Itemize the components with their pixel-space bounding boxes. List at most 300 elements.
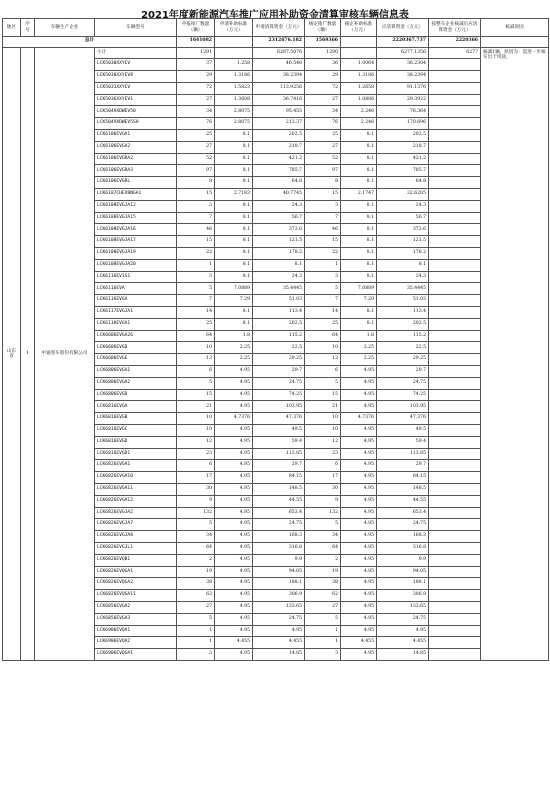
declared-count: 3 xyxy=(177,200,215,212)
declared-count: 14 xyxy=(177,307,215,319)
header-cell: 核定推广数量（辆） xyxy=(305,19,341,37)
vehicle-model: LCK6806EVGD xyxy=(95,389,177,401)
header-cell: 车辆型号 xyxy=(95,19,177,37)
declared-count: 27 xyxy=(177,141,215,153)
approved-count: 64 xyxy=(305,330,341,342)
settle-amount: 29.7 xyxy=(377,366,429,378)
settle-amount: 35.4445 xyxy=(377,283,429,295)
approved-standard: 4.95 xyxy=(341,472,377,484)
vehicle-model: LCK6826EVGJA7 xyxy=(95,519,177,531)
applied-standard: 4.95 xyxy=(215,578,253,590)
applied-standard: 8.1 xyxy=(215,130,253,142)
declared-count: 3 xyxy=(177,649,215,661)
approved-standard: 1.8 xyxy=(341,330,377,342)
settle-after-amount xyxy=(429,436,481,448)
approved-count: 34 xyxy=(305,531,341,543)
applied-amount: 8.1 xyxy=(253,259,305,271)
applied-amount: 36.7416 xyxy=(253,94,305,106)
applied-amount: 29.7 xyxy=(253,460,305,472)
vehicle-model: LCK6816EVGC xyxy=(95,425,177,437)
settle-amount: 170.696 xyxy=(377,118,429,130)
approved-count: 27 xyxy=(305,94,341,106)
header-cell: 申请补助标准（万元） xyxy=(215,19,253,37)
header-cell: 申报推广数量（辆） xyxy=(177,19,215,37)
applied-standard: 7.0889 xyxy=(215,283,253,295)
settle-amount: 38.2394 xyxy=(377,71,429,83)
applied-amount: 113.9256 xyxy=(253,82,305,94)
applied-amount: 372.6 xyxy=(253,224,305,236)
approved-count: 6 xyxy=(305,366,341,378)
applied-standard: 8.1 xyxy=(215,236,253,248)
settle-after-amount xyxy=(429,625,481,637)
settle-after-amount xyxy=(429,377,481,389)
approved-count: 5 xyxy=(305,613,341,625)
approved-count: 34 xyxy=(305,106,341,118)
declared-count: 5 xyxy=(177,377,215,389)
approved-standard: 2.1747 xyxy=(341,189,377,201)
vehicle-model: LCK5030XXYEV xyxy=(95,59,177,71)
approved-count: 8 xyxy=(305,177,341,189)
settle-amount: 24.75 xyxy=(377,377,429,389)
declared-count: 10 xyxy=(177,413,215,425)
applied-standard: 1.3186 xyxy=(215,71,253,83)
declared-count: 132 xyxy=(177,507,215,519)
settle-after-amount xyxy=(429,200,481,212)
vehicle-model: LCK6106EVGRA2 xyxy=(95,153,177,165)
settle-after-amount xyxy=(429,224,481,236)
approved-count: 25 xyxy=(305,318,341,330)
settle-after-amount xyxy=(429,637,481,649)
approved-count: 38 xyxy=(305,578,341,590)
vehicle-model: LCK6606EVGA26 xyxy=(95,330,177,342)
approved-standard: 4.95 xyxy=(341,436,377,448)
applied-amount: 188.1 xyxy=(253,578,305,590)
declared-count: 12 xyxy=(177,436,215,448)
approved-count: 62 xyxy=(305,590,341,602)
header-cell: 车辆生产企业 xyxy=(35,19,95,37)
settle-after-amount xyxy=(429,495,481,507)
declared-count: 72 xyxy=(177,82,215,94)
applied-amount: 115.2 xyxy=(253,330,305,342)
header-cell: 序号 xyxy=(21,19,35,37)
applied-standard: 4.95 xyxy=(215,601,253,613)
declared-count: 30 xyxy=(177,483,215,495)
approved-standard: 4.95 xyxy=(341,377,377,389)
applied-amount: 168.3 xyxy=(253,531,305,543)
approved-count: 27 xyxy=(305,141,341,153)
settle-amount: 218.7 xyxy=(377,141,429,153)
vehicle-model: LCK6116EV1S1 xyxy=(95,271,177,283)
applied-amount: 148.5 xyxy=(253,483,305,495)
applied-standard: 4.95 xyxy=(215,507,253,519)
vehicle-model: LCK6906EVQA2 xyxy=(95,637,177,649)
declared-count: 13 xyxy=(177,354,215,366)
applied-standard: 4.95 xyxy=(215,590,253,602)
applied-amount: 40.7745 xyxy=(253,189,305,201)
applied-amount: 59.4 xyxy=(253,436,305,448)
approved-count: 13 xyxy=(305,354,341,366)
applied-amount: 218.7 xyxy=(253,141,305,153)
applied-amount: 44.55 xyxy=(253,495,305,507)
applied-standard: 2.8075 xyxy=(215,106,253,118)
approved-count: 10 xyxy=(305,425,341,437)
vehicle-model: LCK6106EVGRA3 xyxy=(95,165,177,177)
settle-amount: 84.15 xyxy=(377,472,429,484)
declared-count: 29 xyxy=(177,71,215,83)
approved-standard: 4.7376 xyxy=(341,413,377,425)
settle-amount: 56.7 xyxy=(377,212,429,224)
applied-amount: 24.75 xyxy=(253,519,305,531)
settle-amount: 91.1376 xyxy=(377,82,429,94)
declared-count: 3 xyxy=(177,271,215,283)
approved-count: 22 xyxy=(305,248,341,260)
settle-amount: 29.3922 xyxy=(377,94,429,106)
settle-amount: 59.4 xyxy=(377,436,429,448)
settle-amount: 133.65 xyxy=(377,601,429,613)
settle-amount: 4.95 xyxy=(377,625,429,637)
settle-after-amount xyxy=(429,413,481,425)
settle-amount: 94.05 xyxy=(377,566,429,578)
declared-count: 7 xyxy=(177,212,215,224)
applied-standard: 4.95 xyxy=(215,366,253,378)
approved-standard: 4.95 xyxy=(341,649,377,661)
applied-standard: 4.95 xyxy=(215,613,253,625)
vehicle-model: LCK6826EVQGA11 xyxy=(95,590,177,602)
applied-amount: 785.7 xyxy=(253,165,305,177)
approved-standard: 8.1 xyxy=(341,165,377,177)
approved-standard: 8.1 xyxy=(341,212,377,224)
vehicle-model: LCK5049XDWEV5SH xyxy=(95,118,177,130)
approved-count: 29 xyxy=(305,71,341,83)
declared-count: 64 xyxy=(177,542,215,554)
applied-standard: 4.95 xyxy=(215,531,253,543)
declared-count: 15 xyxy=(177,236,215,248)
settle-after-amount xyxy=(429,507,481,519)
company-cell: 中通客车股份有限公司 xyxy=(35,47,95,660)
reduction-reason: 核减1辆，原因为：需进一步核实出于用途。 xyxy=(481,47,549,660)
settle-amount: 306.9 xyxy=(377,590,429,602)
applied-amount: 178.2 xyxy=(253,248,305,260)
declared-count: 6 xyxy=(177,366,215,378)
applied-standard: 4.455 xyxy=(215,637,253,649)
applied-standard: 4.95 xyxy=(215,472,253,484)
approved-count: 5 xyxy=(305,377,341,389)
subsidy-table xyxy=(2,18,549,661)
settle-after-amount xyxy=(429,71,481,83)
settle-amount: 8.1 xyxy=(377,259,429,271)
vehicle-model: LCK6816EVGA xyxy=(95,401,177,413)
settle-amount: 202.5 xyxy=(377,318,429,330)
applied-standard: 2.8075 xyxy=(215,118,253,130)
applied-standard: 8.1 xyxy=(215,200,253,212)
applied-standard: 8.1 xyxy=(215,307,253,319)
settle-amount: 178.2 xyxy=(377,248,429,260)
settle-after-amount xyxy=(429,283,481,295)
applied-standard: 2.25 xyxy=(215,354,253,366)
approved-count: 2 xyxy=(305,554,341,566)
total-applied: 2312676.182 xyxy=(253,37,305,48)
applied-amount: 113.4 xyxy=(253,307,305,319)
declared-count: 17 xyxy=(177,472,215,484)
subtotal-approved: 1290 xyxy=(305,47,341,59)
settle-after-amount xyxy=(429,307,481,319)
applied-amount: 24.75 xyxy=(253,377,305,389)
approved-standard: 4.95 xyxy=(341,519,377,531)
applied-amount: 316.8 xyxy=(253,542,305,554)
applied-amount: 103.95 xyxy=(253,401,305,413)
vehicle-model: LCK6826EVGJA8 xyxy=(95,531,177,543)
settle-after-amount xyxy=(429,130,481,142)
applied-standard: 4.95 xyxy=(215,425,253,437)
vehicle-model: LCK6116EVA xyxy=(95,283,177,295)
applied-standard: 4.95 xyxy=(215,519,253,531)
vehicle-model: LCK6826EVGA12 xyxy=(95,495,177,507)
settle-after-amount xyxy=(429,483,481,495)
vehicle-model: LCK6116EVGA xyxy=(95,295,177,307)
vehicle-model: LCK6106EVGRL xyxy=(95,177,177,189)
approved-standard: 8.1 xyxy=(341,307,377,319)
applied-amount: 38.2394 xyxy=(253,71,305,83)
approved-count: 10 xyxy=(305,342,341,354)
settle-amount: 36.2304 xyxy=(377,59,429,71)
vehicle-model: LCK6108EVGJA19 xyxy=(95,248,177,260)
declared-count: 10 xyxy=(177,342,215,354)
applied-standard: 2.25 xyxy=(215,342,253,354)
total-approved: 1569366 xyxy=(305,37,341,48)
approved-count: 25 xyxy=(305,130,341,142)
approved-standard: 4.95 xyxy=(341,425,377,437)
settle-amount: 9.9 xyxy=(377,554,429,566)
applied-standard: 4.95 xyxy=(215,625,253,637)
applied-amount: 4.455 xyxy=(253,637,305,649)
vehicle-model: LCK6826EVQB1 xyxy=(95,554,177,566)
approved-count: 46 xyxy=(305,224,341,236)
header-cell: 地区 xyxy=(3,19,21,37)
settle-after-amount xyxy=(429,94,481,106)
approved-standard: 4.95 xyxy=(341,601,377,613)
applied-amount: 202.5 xyxy=(253,318,305,330)
approved-standard: 4.95 xyxy=(341,554,377,566)
settle-amount: 421.2 xyxy=(377,153,429,165)
settle-amount: 32.6205 xyxy=(377,189,429,201)
approved-count: 21 xyxy=(305,401,341,413)
applied-standard: 4.95 xyxy=(215,448,253,460)
applied-standard: 8.1 xyxy=(215,212,253,224)
settle-after-amount xyxy=(429,366,481,378)
declared-count: 23 xyxy=(177,448,215,460)
approved-count: 7 xyxy=(305,295,341,307)
declared-count: 5 xyxy=(177,283,215,295)
applied-standard: 8.1 xyxy=(215,141,253,153)
applied-amount: 49.5 xyxy=(253,425,305,437)
applied-standard: 7.29 xyxy=(215,295,253,307)
approved-count: 6 xyxy=(305,460,341,472)
settle-amount: 44.55 xyxy=(377,495,429,507)
declared-count: 27 xyxy=(177,94,215,106)
settle-amount: 168.3 xyxy=(377,531,429,543)
seq-cell: 1 xyxy=(21,47,35,660)
declared-count: 21 xyxy=(177,401,215,413)
settle-after-amount xyxy=(429,212,481,224)
settle-after-amount xyxy=(429,554,481,566)
approved-count: 36 xyxy=(305,59,341,71)
applied-amount: 22.5 xyxy=(253,342,305,354)
applied-standard: 8.1 xyxy=(215,224,253,236)
vehicle-model: LCK6826EVGA11 xyxy=(95,483,177,495)
settle-after-amount xyxy=(429,448,481,460)
approved-count: 1 xyxy=(305,637,341,649)
approved-count: 97 xyxy=(305,165,341,177)
settle-after-amount xyxy=(429,295,481,307)
applied-standard: 4.95 xyxy=(215,377,253,389)
declared-count: 34 xyxy=(177,106,215,118)
settle-amount: 113.85 xyxy=(377,448,429,460)
applied-amount: 95.455 xyxy=(253,106,305,118)
applied-amount: 133.65 xyxy=(253,601,305,613)
settle-amount: 785.7 xyxy=(377,165,429,177)
approved-standard: 2.246 xyxy=(341,106,377,118)
approved-count: 15 xyxy=(305,236,341,248)
applied-amount: 213.37 xyxy=(253,118,305,130)
applied-standard: 4.95 xyxy=(215,495,253,507)
subtotal-declared: 1291 xyxy=(177,47,215,59)
vehicle-model: LCK6816EVGB xyxy=(95,413,177,425)
approved-standard: 4.95 xyxy=(341,625,377,637)
declared-count: 64 xyxy=(177,330,215,342)
approved-standard: 4.95 xyxy=(341,613,377,625)
applied-standard: 4.95 xyxy=(215,649,253,661)
approved-standard: 4.95 xyxy=(341,495,377,507)
approved-standard: 4.95 xyxy=(341,566,377,578)
applied-standard: 8.1 xyxy=(215,271,253,283)
settle-after-amount xyxy=(429,354,481,366)
approved-count: 5 xyxy=(305,519,341,531)
settle-amount: 653.4 xyxy=(377,507,429,519)
applied-amount: 421.2 xyxy=(253,153,305,165)
settle-amount: 22.5 xyxy=(377,342,429,354)
applied-standard: 4.95 xyxy=(215,389,253,401)
total-settle: 2220367.737 xyxy=(377,37,429,48)
approved-standard: 7.29 xyxy=(341,295,377,307)
settle-after-amount xyxy=(429,425,481,437)
vehicle-model: LCK6108EVGJA15 xyxy=(95,212,177,224)
settle-after-amount xyxy=(429,118,481,130)
applied-standard: 1.3608 xyxy=(215,94,253,106)
vehicle-model: LCK5031XXYEV xyxy=(95,82,177,94)
vehicle-model: LCK6826EVGJA2 xyxy=(95,507,177,519)
approved-count: 72 xyxy=(305,82,341,94)
applied-amount: 51.03 xyxy=(253,295,305,307)
applied-amount: 306.9 xyxy=(253,590,305,602)
approved-standard: 8.1 xyxy=(341,318,377,330)
declared-count: 10 xyxy=(177,425,215,437)
vehicle-model: LCK6826EVGA1 xyxy=(95,460,177,472)
declared-count: 15 xyxy=(177,189,215,201)
approved-standard: 4.95 xyxy=(341,507,377,519)
applied-amount: 113.85 xyxy=(253,448,305,460)
vehicle-model: LCK5036XXYEV1 xyxy=(95,94,177,106)
applied-standard: 1.5823 xyxy=(215,82,253,94)
declared-count: 8 xyxy=(177,177,215,189)
settle-after-amount xyxy=(429,106,481,118)
total-label: 总计 xyxy=(3,37,177,48)
applied-standard: 8.1 xyxy=(215,177,253,189)
total-row xyxy=(3,37,549,48)
approved-standard: 8.1 xyxy=(341,141,377,153)
settle-after-amount xyxy=(429,389,481,401)
approved-count: 12 xyxy=(305,436,341,448)
approved-standard: 8.1 xyxy=(341,200,377,212)
approved-standard: 8.1 xyxy=(341,259,377,271)
settle-amount: 24.3 xyxy=(377,271,429,283)
subtotal-applied: 6287.5076 xyxy=(253,47,305,59)
vehicle-model: LCK6826EVGA10 xyxy=(95,472,177,484)
approved-count: 1 xyxy=(305,625,341,637)
vehicle-model: LCK5049XDWEV50 xyxy=(95,106,177,118)
settle-amount: 24.75 xyxy=(377,613,429,625)
header-cell: 按整车企业核减后应清算资金（万元） xyxy=(429,19,481,37)
settle-after-amount xyxy=(429,601,481,613)
table-header-row xyxy=(3,19,549,37)
applied-standard: 4.95 xyxy=(215,436,253,448)
settle-amount: 372.6 xyxy=(377,224,429,236)
vehicle-model: LCK6118EVGA1 xyxy=(95,318,177,330)
region-cell: 山东省 xyxy=(3,47,21,660)
declared-count: 6 xyxy=(177,460,215,472)
applied-standard: 8.1 xyxy=(215,165,253,177)
applied-amount: 653.4 xyxy=(253,507,305,519)
applied-amount: 35.4445 xyxy=(253,283,305,295)
total-settle-after: 2220366 xyxy=(429,37,481,48)
settle-amount: 29.25 xyxy=(377,354,429,366)
approved-count: 52 xyxy=(305,153,341,165)
declared-count: 38 xyxy=(177,578,215,590)
settle-after-amount xyxy=(429,59,481,71)
approved-count: 15 xyxy=(305,189,341,201)
applied-amount: 56.7 xyxy=(253,212,305,224)
approved-count: 5 xyxy=(305,283,341,295)
declared-count: 1 xyxy=(177,637,215,649)
vehicle-model: LCK6108EVGJA16 xyxy=(95,224,177,236)
approved-count: 14 xyxy=(305,307,341,319)
applied-standard: 1.258 xyxy=(215,59,253,71)
approved-count: 27 xyxy=(305,601,341,613)
settle-after-amount xyxy=(429,141,481,153)
settle-amount: 202.5 xyxy=(377,130,429,142)
declared-count: 15 xyxy=(177,389,215,401)
approved-standard: 4.95 xyxy=(341,531,377,543)
approved-count: 17 xyxy=(305,472,341,484)
approved-count: 3 xyxy=(305,271,341,283)
subtotal-label: 小计 xyxy=(95,47,177,59)
settle-amount: 188.1 xyxy=(377,578,429,590)
settle-after-amount xyxy=(429,189,481,201)
applied-standard: 8.1 xyxy=(215,318,253,330)
declared-count: 7 xyxy=(177,295,215,307)
applied-amount: 46.546 xyxy=(253,59,305,71)
declared-count: 46 xyxy=(177,224,215,236)
applied-amount: 29.25 xyxy=(253,354,305,366)
settle-after-amount xyxy=(429,613,481,625)
approved-standard: 4.95 xyxy=(341,590,377,602)
applied-standard: 8.1 xyxy=(215,153,253,165)
vehicle-model: LCK6816EVGD xyxy=(95,436,177,448)
applied-amount: 74.25 xyxy=(253,389,305,401)
settle-amount: 316.8 xyxy=(377,542,429,554)
applied-standard: 4.95 xyxy=(215,542,253,554)
approved-count: 10 xyxy=(305,413,341,425)
vehicle-model: LCK6856EVGA2 xyxy=(95,601,177,613)
